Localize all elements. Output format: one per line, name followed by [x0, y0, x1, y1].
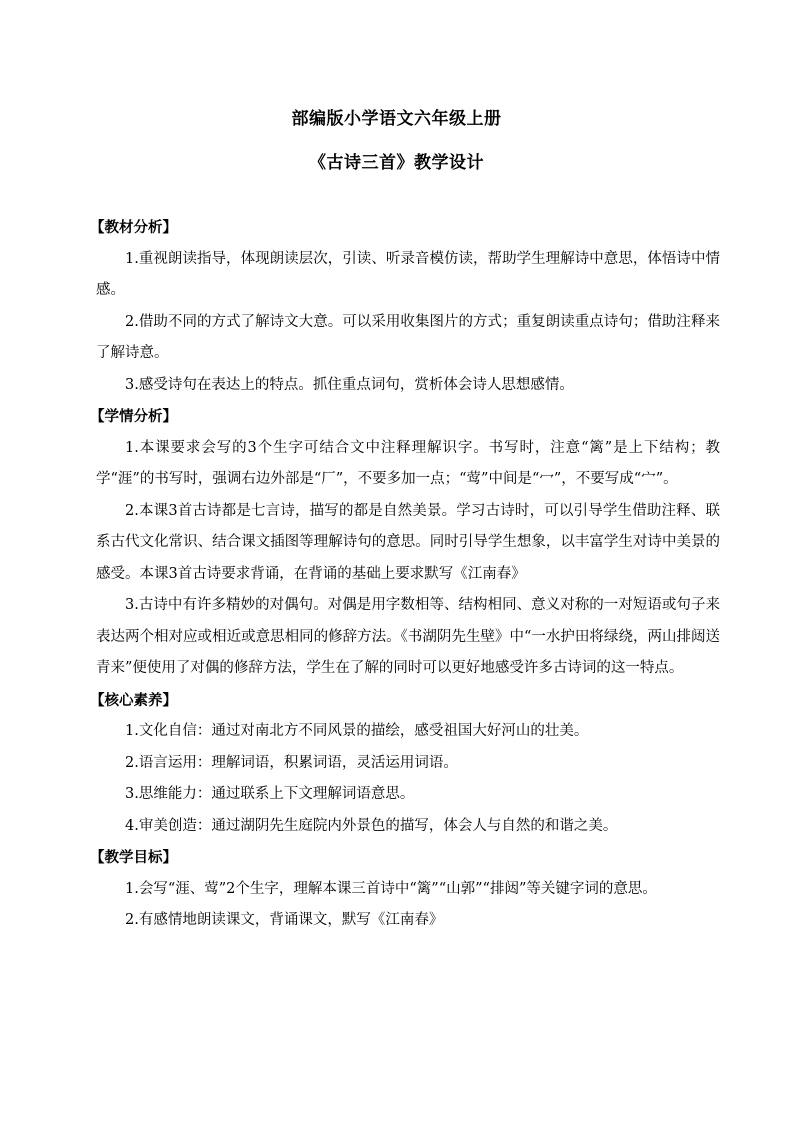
paragraph: 4.审美创造：通过湖阴先生庭院内外景色的描写，体会人与自然的和谐之美。 [125, 817, 618, 834]
paragraph: 3.思维能力：通过联系上下文理解词语意思。 [125, 786, 415, 802]
section-student-analysis [90, 401, 720, 685]
document-subtitle: 《古诗三首》教学设计 [309, 153, 484, 173]
document-title: 部编版小学语文六年级上册 [291, 109, 502, 129]
paragraph: 1.文化自信：通过对南北方不同风景的描绘，感受祖国大好河山的壮美。 [125, 723, 589, 739]
section-textbook-analysis [90, 212, 720, 401]
section-heading: 【教学目标】 [90, 849, 177, 866]
paragraph: 3.感受诗句在表达上的特点。抓住重点词句，赏析体会诗人思想感情。 [125, 376, 574, 393]
section-heading: 【教材分析】 [90, 219, 177, 236]
section-heading: 【核心素养】 [90, 691, 177, 709]
paragraph: 1.重视朗读指导，体现朗读层次，引读、听录音模仿读，帮助学生理解诗中意思，体悟诗中情感。 [96, 250, 720, 298]
paragraph: 2.借助不同的方式了解诗文大意。可以采用收集图片的方式；重复朗读重点诗句；借助注释来了解诗意。 [96, 313, 720, 361]
paragraph: 2.本课3首古诗都是七言诗，描写的都是自然美景。学习古诗时，可以引导学生借助注释、联系古代文化常识、结合课文插图等理解诗句的意思。同时引导学生想象，以丰富学生对诗中美景的感受。本课3首古诗要求背诵，在背诵的基础上要求默写《江南春》 [96, 502, 720, 582]
paragraph: 2.语言运用：理解词语，积累词语，灵活运用词语。 [125, 754, 458, 771]
section-core-literacy [90, 685, 720, 843]
document-body [90, 212, 720, 937]
paragraph: 3.古诗中有许多精妙的对偶句。对偶是用字数相等、结构相同、意义对称的一对短语或句子来表达两个相对应或相近或意思相同的修辞方法。《书湖阴先生壁》中“一水护田将绿绕，两山排闼送青来”便使用了对偶的修辞方法，学生在了解的同时可以更好地感受许多古诗词的这一特点。 [96, 597, 720, 676]
section-teaching-goals [90, 842, 720, 937]
paragraph: 1.本课要求会写的3个生字可结合文中注释理解识字。书写时，注意“篱”是上下结构；教学“涯”的书写时，强调右边外部是“厂”，不要多加一点；“莺”中间是“冖”，不要写成“宀”。 [96, 439, 720, 487]
section-heading: 【学情分析】 [90, 408, 177, 425]
paragraph: 2.有感情地朗读课文，背诵课文，默写《江南春》 [125, 912, 444, 928]
paragraph: 1.会写“涯、莺”2个生字，理解本课三首诗中“篱”“山郭”“排闼”等关键字词的意思。 [125, 880, 657, 897]
